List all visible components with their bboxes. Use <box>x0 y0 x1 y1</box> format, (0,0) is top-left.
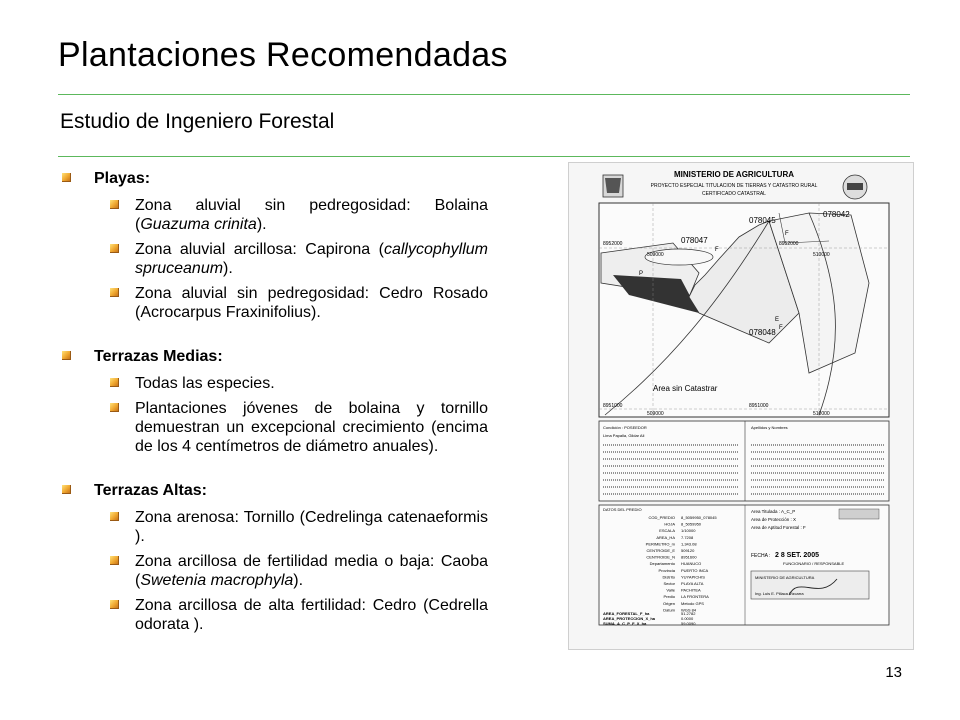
field-key: AREA_HA <box>656 534 675 540</box>
parcel-map <box>599 203 889 417</box>
field-key: CENTROIDE_E <box>646 548 675 553</box>
item-text: Zona arenosa: Tornillo (Cedrelinga catenaeformis ). <box>135 509 488 545</box>
field-key: Valle <box>666 587 675 593</box>
coord-label: 510000 <box>813 252 830 258</box>
section <box>60 482 488 634</box>
owner-name: Lima Papalla, Gildar Ali <box>603 433 645 438</box>
item-text: Todas las especies. <box>135 375 275 392</box>
fecha-label: FECHA : <box>751 553 771 559</box>
field-key: HOJA <box>664 521 675 527</box>
coord-label: 509000 <box>647 252 664 258</box>
item-text: ). <box>256 216 267 233</box>
field-value: 7.7208 <box>681 534 694 540</box>
field-value: YUYAPICHIS <box>681 574 705 580</box>
slide-subtitle: Estudio de Ingeniero Forestal <box>60 110 335 133</box>
field-key: PERIMETRO_m <box>645 541 675 547</box>
scientific-name: Swetenia macrophyla <box>140 572 294 589</box>
bullet-icon <box>110 244 119 253</box>
field-key: Datum <box>663 607 675 613</box>
list-item <box>60 240 488 278</box>
coord-label: 8951000 <box>603 403 623 409</box>
field-key: Predio <box>663 594 675 600</box>
item-text: ). <box>223 260 233 277</box>
area-sin-catastrar: Area sin Catastrar <box>653 384 718 393</box>
item-text: Zona aluvial sin pedregosidad: Bolaina ( <box>135 197 488 233</box>
scientific-name: callycophyllum spruceanum <box>135 241 488 277</box>
field-key: ESCALA <box>659 528 675 534</box>
parcel-label: 078047 <box>681 236 708 245</box>
field-value: 1/10000 <box>681 528 696 534</box>
funcionario-label: FUNCIONARIO / RESPONSABLE <box>783 561 845 566</box>
bullet-icon <box>62 351 71 360</box>
field-key: Provincia <box>658 567 675 573</box>
title-divider <box>58 94 910 95</box>
item-text: ). <box>293 572 304 589</box>
coord-label: 8952000 <box>603 241 623 247</box>
list-item <box>60 552 488 590</box>
map-letter: E <box>775 317 780 323</box>
field-key: Departamento <box>649 561 675 567</box>
field-value: HUANUCO <box>681 561 702 567</box>
stamp-line: MINISTERIO DE AGRICULTURA <box>755 575 815 580</box>
bullet-icon <box>110 200 119 209</box>
condition-label: Condición : POSEEDOR <box>603 425 647 430</box>
field-key: Sector <box>663 581 675 586</box>
list-item <box>60 596 488 634</box>
content-list <box>60 170 488 660</box>
summary-value: 51.2782 <box>681 611 696 616</box>
section-heading-text: Terrazas Altas: <box>94 482 207 499</box>
section <box>60 170 488 322</box>
bullet-icon <box>62 173 71 182</box>
section-heading-text: Terrazas Medias: <box>94 348 223 365</box>
peru-coat-of-arms-icon <box>603 175 623 197</box>
list-item <box>60 196 488 234</box>
bullet-icon <box>110 288 119 297</box>
item-text: Zona arcillosa de fertilidad media o baja: Caoba ( <box>135 553 488 589</box>
section <box>60 348 488 456</box>
cert-project: PROYECTO ESPECIAL TITULACION DE TIERRAS Y CATASTRO RURAL <box>650 183 818 189</box>
stamp-line: Ing. Luis E. Pillaca Vizcarra <box>755 591 804 596</box>
area-proteccion: Area de Protección : X <box>751 517 797 522</box>
list-item <box>60 284 488 322</box>
field-key: CENTROIDE_N <box>646 554 675 560</box>
field-value: 8_5059950 <box>681 521 702 527</box>
cadastral-certificate-image <box>568 162 914 650</box>
area-titular: Area Titulada : A_C_P <box>751 509 796 514</box>
scientific-name: Guazuma crinita <box>140 216 257 233</box>
cert-ministry: MINISTERIO DE AGRICULTURA <box>674 170 794 179</box>
coord-label: 510000 <box>813 411 830 417</box>
bullet-icon <box>110 556 119 565</box>
field-value: WGS 84 <box>681 607 697 613</box>
field-value: 1,343.08 <box>681 541 697 547</box>
bullet-icon <box>110 512 119 521</box>
coord-label: 509000 <box>647 411 664 417</box>
item-text: Zona aluvial sin pedregosidad: Cedro Rosado (Acrocarpus Fraxinifolius). <box>135 285 488 321</box>
map-letter: F <box>715 247 719 253</box>
bullet-icon <box>62 485 71 494</box>
field-value: PUERTO INCA <box>681 567 709 573</box>
coord-label: 8951000 <box>749 403 769 409</box>
list-item <box>60 508 488 546</box>
slide-title: Plantaciones Recomendadas <box>58 36 508 74</box>
summary-value: 59.0090 <box>681 621 696 626</box>
bullet-icon <box>110 403 119 412</box>
cert-doc-type: CERTIFICADO CATASTRAL <box>702 191 766 197</box>
map-letter: F <box>785 231 789 237</box>
parcel-label: 078042 <box>823 210 850 219</box>
field-value: LA FRONTERA <box>681 594 709 600</box>
map-letter: F <box>779 325 783 331</box>
page-number: 13 <box>885 664 902 681</box>
field-value: 8951600 <box>681 554 697 560</box>
list-item <box>60 399 488 456</box>
field-key: COD_PREDIO <box>648 515 675 520</box>
section-heading <box>60 170 488 188</box>
summary-key: AREA_FORESTAL_F_ha <box>603 611 650 616</box>
item-text: Zona aluvial arcillosa: Capirona ( <box>135 241 384 258</box>
field-value: Metodo GPS <box>681 600 704 606</box>
summary-key: SUMA_A_C_P_F_X_ha <box>603 621 647 626</box>
parcel-label: 078048 <box>749 328 776 337</box>
area-aptitud: Area de Aptitud Forestal : F <box>751 525 806 530</box>
names-header: Apellidos y Nombres <box>751 425 788 430</box>
parcel-label: 078045 <box>749 216 776 225</box>
item-text: Zona arcillosa de alta fertilidad: Cedro (Cedrella odorata ). <box>135 597 488 633</box>
coord-label: 8952000 <box>779 241 799 247</box>
parcel-data-block <box>599 505 889 626</box>
field-value: 509120 <box>681 548 695 553</box>
field-key: Distrito <box>662 574 675 580</box>
map-letter: P <box>639 271 644 277</box>
field-key: Origen <box>662 600 675 606</box>
field-value: 8_5059950_078045 <box>681 515 717 520</box>
summary-value: 0.0000 <box>681 616 694 621</box>
data-header: DATOS DEL PREDIO <box>603 507 642 512</box>
list-item <box>60 374 488 393</box>
section-heading <box>60 482 488 500</box>
section-heading <box>60 348 488 366</box>
fecha-value: 2 8 SET. 2005 <box>775 552 819 559</box>
item-text: Plantaciones jóvenes de bolaina y tornillo demuestran un excepcional crecimiento (encima de los 4 centímetros de diámetro anuales). <box>135 400 488 455</box>
section-heading-text: Playas: <box>94 170 151 187</box>
catastro-logo-icon <box>843 175 867 199</box>
bullet-icon <box>110 378 119 387</box>
summary-key: AREA_PROTECCION_X_ha <box>603 616 656 621</box>
field-value: PLAYA ALTA <box>681 581 704 586</box>
bullet-icon <box>110 600 119 609</box>
subtitle-divider <box>58 156 910 157</box>
field-value: PACHITEA <box>681 587 701 593</box>
